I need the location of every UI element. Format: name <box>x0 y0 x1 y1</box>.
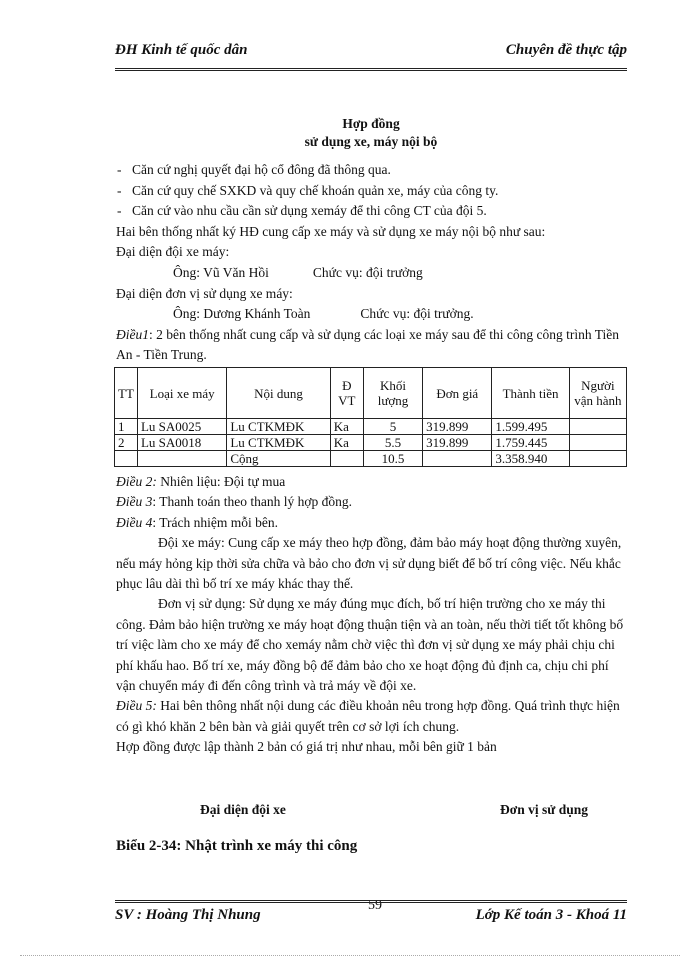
party-a-name: Ông: Vũ Văn Hồi <box>173 264 269 280</box>
table-cell: Lu CTKMĐK <box>227 419 330 435</box>
table-cell <box>569 435 626 451</box>
table-cell: 319.899 <box>423 435 492 451</box>
signature-vehicle-team: Đại diện đội xe <box>200 802 286 817</box>
page-number: 59 <box>368 898 382 913</box>
article-1-text: : 2 bên thống nhất cung cấp và sử dụng các loại xe máy sau để thi công công trình Tiền An - Tiền Trung. <box>116 326 619 363</box>
party-b-role: Chức vụ: đội trưởng. <box>360 306 474 322</box>
party-b-rep <box>116 304 626 325</box>
article-4-label: Điều 4 <box>116 514 153 530</box>
article-5-text: Hai bên thông nhất nội dung các điều khoản nêu trong hợp đồng. Quá trình thực hiện có gì khó khăn 2 bên bàn và giải quyết trên cơ sở lợi ích chung. <box>116 698 620 734</box>
party-b-label: Đại diện đơn vị sử dụng xe máy: <box>116 285 293 301</box>
vehicle-team-duties: Đội xe máy: Cung cấp xe máy theo hợp đồng, đảm bảo máy hoạt động thường xuyên, nếu máy hỏng kịp thời sửa chữa và bảo cho đơn vị sử dụng biết để bố trí công việc. Nếu khắc phục lâu dài thì bố trí xe máy khác thay thế. <box>116 535 622 592</box>
party-a-role: Chức vụ: đội trưởng <box>312 264 423 280</box>
page-break-line <box>20 955 680 956</box>
article-1-label: Điều1 <box>116 326 149 342</box>
article-3 <box>116 492 626 512</box>
col-header: Thành tiền <box>492 368 569 419</box>
col-header: Nội dung <box>227 368 330 419</box>
party-b-name: Ông: Dương Khánh Toàn <box>173 306 311 322</box>
table-cell <box>423 451 492 467</box>
page-footer <box>115 900 627 929</box>
header-report-type: Chuyên đề thực tập <box>505 42 627 58</box>
table-cell: 1.599.495 <box>492 419 569 435</box>
table-cell: Cộng <box>227 451 330 467</box>
table-cell: 1.759.445 <box>492 435 569 451</box>
signature-user-unit: Đơn vị sử dụng <box>500 802 588 817</box>
col-header: Đơn giá <box>423 368 492 419</box>
closing-statement: Hợp đồng được lập thành 2 bản có giá trị như nhau, mỗi bên giữ 1 bản <box>116 739 497 755</box>
contract-terms <box>116 472 626 758</box>
table-cell: 2 <box>115 435 138 451</box>
table-row <box>115 435 627 451</box>
contract-title: Hợp đồng <box>342 116 400 131</box>
contract-subtitle: sử dụng xe, máy nội bộ <box>304 134 438 149</box>
figure-caption: Biểu 2-34: Nhật trình xe máy thi công <box>116 838 358 854</box>
col-header: Loại xe máy <box>137 368 226 419</box>
table-header-row <box>115 368 627 419</box>
article-2-label: Điều 2: <box>116 474 157 489</box>
party-a-label: Đại diện đội xe máy: <box>116 244 230 260</box>
basis-item: - Căn cứ quy chế SXKD và quy chế khoán quản xe, máy của công ty. <box>116 181 626 202</box>
party-a-rep <box>116 263 626 284</box>
footer-class: Lớp Kế toán 3 - Khoá 11 <box>475 907 627 923</box>
table-cell <box>569 419 626 435</box>
col-header: TT <box>115 368 138 419</box>
article-4 <box>116 513 626 533</box>
table-cell <box>137 451 226 467</box>
table-cell <box>115 451 138 467</box>
col-header: Người vận hành <box>569 368 626 419</box>
article-2-text: Nhiên liệu: Đội tự mua <box>156 474 286 489</box>
contract-body <box>116 160 626 366</box>
table-cell: Lu SA0018 <box>137 435 226 451</box>
agreement-intro: Hai bên thống nhất ký HĐ cung cấp xe máy và sử dụng xe máy nội bộ như sau: <box>116 223 546 239</box>
basis-item: - Căn cứ vào nhu cầu cần sử dụng xemáy để thi công CT của đội 5. <box>116 201 626 222</box>
table-cell <box>330 451 363 467</box>
header-university: ĐH Kinh tế quốc dân <box>115 42 248 58</box>
article-1 <box>116 325 626 366</box>
table-cell: Ka <box>330 419 363 435</box>
table-row <box>115 419 627 435</box>
table-cell: Lu SA0025 <box>137 419 226 435</box>
col-header: Đ VT <box>330 368 363 419</box>
equipment-table <box>114 367 627 467</box>
user-unit-duties: Đơn vị sử dụng: Sử dụng xe máy đúng mục đích, bố trí hiện trường cho xe máy thi công. Đảm bảo hiện trường xe máy hoạt động thuận tiện và an toàn, nếu thời tiết tốt không bố trí việc làm cho xe máy để cho xemáy nằm chờ việc thì đơn vị sử dụng xe máy phải chịu chi phí khấu hao. Bố trí xe, máy đồng bộ để đảm bảo cho xe hoạt động đủ định ca, chịu chi phí vận chuyển máy đi đến công trình và trả máy về đội xe. <box>116 596 624 694</box>
table-cell: 10.5 <box>363 451 422 467</box>
article-5-label: Điều 5: <box>116 698 157 714</box>
table-cell: 5.5 <box>363 435 422 451</box>
table-cell: 1 <box>115 419 138 435</box>
table-cell: 319.899 <box>423 419 492 435</box>
article-5 <box>116 696 626 737</box>
table-cell: 3.358.940 <box>492 451 569 467</box>
article-2 <box>116 472 626 492</box>
basis-item: - Căn cứ nghị quyết đại hộ cổ đông đã thông qua. <box>116 160 626 181</box>
col-header: Khối lượng <box>363 368 422 419</box>
table-cell: 5 <box>363 419 422 435</box>
article-4-text: : Trách nhiệm mỗi bên. <box>152 514 278 530</box>
table-cell: Lu CTKMĐK <box>227 435 330 451</box>
page-header <box>115 38 627 71</box>
table-total-row <box>115 451 627 467</box>
table-cell: Ka <box>330 435 363 451</box>
article-3-text: : Thanh toán theo thanh lý hợp đồng. <box>152 494 352 510</box>
footer-student: SV : Hoàng Thị Nhung <box>115 907 261 923</box>
article-3-label: Điều 3 <box>116 494 153 510</box>
table-cell <box>569 451 626 467</box>
